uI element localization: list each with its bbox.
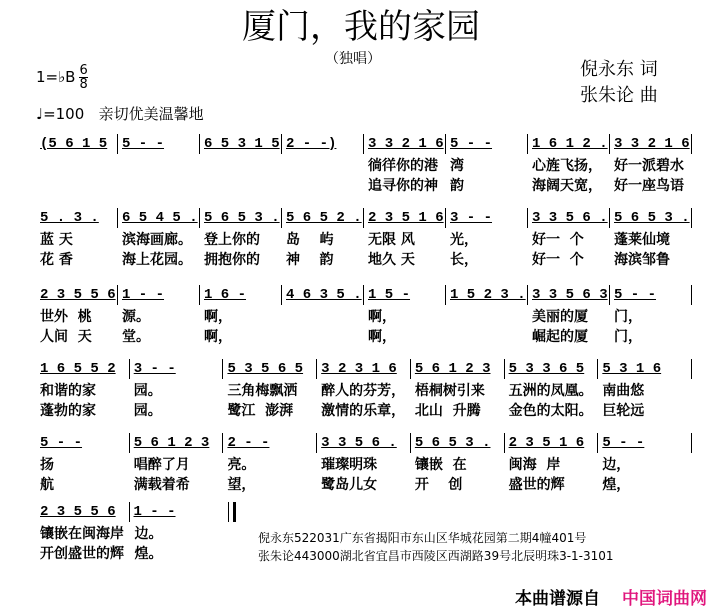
measure xyxy=(528,134,610,154)
lyrics-verse-1 xyxy=(36,381,692,401)
lyric-segment: 五洲的凤凰。 xyxy=(508,383,593,399)
song-title: 厦门，我的家园 xyxy=(242,7,480,47)
measure xyxy=(130,502,223,522)
measure xyxy=(200,134,282,154)
measure xyxy=(364,208,446,228)
notes-line xyxy=(36,433,692,453)
measure xyxy=(36,208,118,228)
measure-notes: (5 6 1 5 xyxy=(40,136,108,152)
measure xyxy=(505,433,599,453)
measure-notes: 1 6 1 2 . xyxy=(532,136,608,152)
lyric-segment xyxy=(118,176,200,196)
lyric-segment: 拥抱你的 xyxy=(204,252,260,268)
subtitle: （独唱） xyxy=(325,51,381,67)
measure-notes: 5 - - xyxy=(122,136,165,152)
measure xyxy=(282,208,364,228)
score-system xyxy=(36,285,692,347)
measure xyxy=(610,285,692,305)
lyric-segment: 源。 xyxy=(122,309,150,325)
lyric-segment xyxy=(36,156,118,176)
lyric-segment xyxy=(282,156,364,176)
lyric-segment: 亮。 xyxy=(227,457,256,473)
lyrics-verse-2 xyxy=(36,327,692,347)
lyric-segment: 开 创 xyxy=(414,477,463,493)
lyric-segment: 金色的太阳。 xyxy=(508,403,593,419)
tempo-marking xyxy=(36,104,204,124)
measure xyxy=(118,134,200,154)
lyric-segment: 激情的乐章， xyxy=(321,403,406,419)
measure xyxy=(446,208,528,228)
lyrics-verse-2 xyxy=(36,544,236,564)
lyric-segment: 追寻你的神 xyxy=(368,178,438,194)
time-top: 6 xyxy=(79,63,88,78)
lyric-segment: 边。 xyxy=(134,526,163,542)
lyric-segment: 满载着希 xyxy=(133,477,190,493)
measure-notes: 5 3 3 6 5 xyxy=(508,361,585,377)
lyric-segment: 蓬勃的家 xyxy=(40,403,96,419)
lyrics-verse-1 xyxy=(36,524,236,544)
lyricist-address: 倪永东522031广东省揭阳市东山区华城花园第二期4幢401号 xyxy=(258,531,587,545)
measure xyxy=(36,502,130,522)
lyric-segment xyxy=(200,156,282,176)
lyric-segment: 鹭江 澎湃 xyxy=(227,403,294,419)
lyric-segment: 梧桐树引来 xyxy=(414,383,485,399)
final-barline xyxy=(228,502,236,522)
lyric-segment: 扬 xyxy=(40,457,54,473)
lyric-segment: 滨海画廊。 xyxy=(122,232,192,248)
lyric-segment: 和谐的家 xyxy=(40,383,96,399)
lyrics-verse-1 xyxy=(36,230,692,250)
measure-notes: 1 5 2 3 . xyxy=(450,287,526,303)
lyric-segment: 航 xyxy=(40,477,54,493)
measure-notes: 2 3 5 1 6 xyxy=(368,210,444,226)
composer-credit: 张朱论 曲 xyxy=(580,85,658,106)
lyric-segment: 登上你的 xyxy=(204,232,260,248)
measure-notes: 5 6 5 2 . xyxy=(286,210,362,226)
lyric-segment xyxy=(118,156,200,176)
measure xyxy=(610,134,692,154)
notes-line xyxy=(36,208,692,228)
measure xyxy=(364,134,446,154)
lyric-segment: 开创盛世的辉 xyxy=(40,546,124,562)
measure xyxy=(528,285,610,305)
notes-line xyxy=(36,285,692,305)
lyric-segment: 三角梅飘洒 xyxy=(227,383,298,399)
measure xyxy=(317,433,411,453)
measure xyxy=(130,359,224,379)
lyric-segment: 边， xyxy=(602,457,631,473)
measure-notes: 3 - - xyxy=(450,210,493,226)
lyric-segment: 煌。 xyxy=(134,546,163,562)
lyric-segment xyxy=(282,307,364,327)
measure-notes: 2 - -) xyxy=(286,136,337,152)
lyric-segment: 南曲悠 xyxy=(602,383,645,399)
lyric-segment: 世外 桃 xyxy=(40,309,92,325)
measure-notes: 5 6 5 3 . xyxy=(414,435,491,451)
measure xyxy=(36,134,118,154)
expression: 亲切优美温馨地 xyxy=(98,105,204,123)
lyric-segment xyxy=(282,327,364,347)
lyric-segment: 长， xyxy=(450,252,478,268)
lyrics-verse-2 xyxy=(36,250,692,270)
measure xyxy=(446,134,528,154)
measure xyxy=(446,285,528,305)
composer-address: 张朱论443000湖北省宜昌市西陵区西湖路39号北辰明珠3-1-3101 xyxy=(258,549,614,563)
measure xyxy=(36,359,130,379)
score-system xyxy=(36,502,236,564)
measure-notes: 5 6 5 3 . xyxy=(204,210,280,226)
source-label: 本曲谱源自 xyxy=(515,589,600,609)
measure xyxy=(317,359,411,379)
measure-notes: 1 - - xyxy=(122,287,165,303)
measure-notes: 5 - - xyxy=(40,435,83,451)
measure-notes: 5 3 1 6 xyxy=(602,361,662,377)
measure xyxy=(282,134,364,154)
lyric-segment: 岛 屿 xyxy=(286,232,334,248)
measure-notes: 3 3 2 1 6 xyxy=(614,136,690,152)
measure-notes: 1 6 - xyxy=(204,287,247,303)
lyric-segment: 门， xyxy=(614,309,642,325)
lyric-segment: 海上花园。 xyxy=(122,252,192,268)
measure-notes: 5 3 5 6 5 xyxy=(227,361,304,377)
lyric-segment: 鹭岛儿女 xyxy=(321,477,378,493)
measure-notes: 2 - - xyxy=(227,435,270,451)
lyric-segment: 醉人的芬芳， xyxy=(321,383,406,399)
score-system xyxy=(36,359,692,421)
measure xyxy=(118,208,200,228)
tempo: ♩=100 xyxy=(36,105,85,123)
lyric-segment: 北山 升腾 xyxy=(414,403,481,419)
lyric-segment: 巨轮远 xyxy=(602,403,645,419)
lyric-segment: 镶嵌 在 xyxy=(414,457,467,473)
measure-notes: 3 - - xyxy=(133,361,176,377)
key: 1=♭B xyxy=(36,68,76,86)
measure-notes: 5 6 5 3 . xyxy=(614,210,690,226)
measure-notes: 2 3 5 1 6 xyxy=(508,435,585,451)
lyric-segment: 煌， xyxy=(602,477,631,493)
lyric-segment: 地久 天 xyxy=(368,252,415,268)
lyric-segment: 啊， xyxy=(204,309,232,325)
lyric-segment: 好一派碧水 xyxy=(614,158,684,174)
lyric-segment: 唱醉了月 xyxy=(133,457,190,473)
measure-notes: 2 3 5 5 6 xyxy=(40,504,116,520)
lyric-segment: 崛起的厦 xyxy=(532,329,588,345)
lyrics-verse-1 xyxy=(36,156,692,176)
lyricist-credit: 倪永东 词 xyxy=(580,59,658,80)
lyric-segment: 园。 xyxy=(133,403,162,419)
lyrics-verse-2 xyxy=(36,176,692,196)
lyric-segment: 海阔天宽， xyxy=(532,178,602,194)
measure xyxy=(411,359,505,379)
measure-notes: 4 6 3 5 . xyxy=(286,287,362,303)
lyric-segment: 无限 风 xyxy=(368,232,415,248)
measure xyxy=(130,433,224,453)
score-system xyxy=(36,433,692,495)
lyric-segment: 园。 xyxy=(133,383,162,399)
lyric-segment: 闽海 岸 xyxy=(508,457,561,473)
lyric-segment: 盛世的辉 xyxy=(508,477,565,493)
measure-notes: 5 . 3 . xyxy=(40,210,99,226)
lyric-segment: 好一 个 xyxy=(532,252,584,268)
measure-notes: 5 - - xyxy=(602,435,645,451)
measure xyxy=(411,433,505,453)
lyric-segment: 啊， xyxy=(368,309,396,325)
lyric-segment: 望， xyxy=(227,477,256,493)
notes-line xyxy=(36,359,692,379)
measure-notes: 3 3 2 1 6 xyxy=(368,136,444,152)
lyric-segment xyxy=(282,176,364,196)
lyric-segment: 神 韵 xyxy=(286,252,334,268)
lyrics-verse-1 xyxy=(36,307,692,327)
lyrics-verse-2 xyxy=(36,401,692,421)
measure xyxy=(200,285,282,305)
lyric-segment: 美丽的厦 xyxy=(532,309,588,325)
measure-notes: 5 - - xyxy=(450,136,493,152)
measure-notes: 1 - - xyxy=(133,504,176,520)
lyric-segment: 门， xyxy=(614,329,642,345)
measure-notes: 5 - - xyxy=(614,287,657,303)
measure-notes: 1 6 5 5 2 xyxy=(40,361,116,377)
measure xyxy=(200,208,282,228)
score-system xyxy=(36,208,692,270)
measure-notes: 3 3 5 6 . xyxy=(321,435,397,451)
lyric-segment: 人间 天 xyxy=(40,329,92,345)
measure-notes: 5 6 1 2 3 xyxy=(414,361,491,377)
measure-notes: 3 3 5 6 . xyxy=(532,210,608,226)
measure xyxy=(610,208,692,228)
measure-notes: 3 3 5 6 3 xyxy=(532,287,608,303)
lyric-segment: 光， xyxy=(450,232,478,248)
lyric-segment: 好一座鸟语 xyxy=(614,178,684,194)
measure xyxy=(505,359,599,379)
lyric-segment xyxy=(200,176,282,196)
time-signature xyxy=(79,64,87,91)
lyric-segment: 堂。 xyxy=(122,329,150,345)
measure-notes: 6 5 3 1 5 xyxy=(204,136,280,152)
measure-notes: 5 6 1 2 3 xyxy=(133,435,210,451)
lyric-segment: 蓬莱仙境 xyxy=(614,232,670,248)
measure xyxy=(223,359,317,379)
measure xyxy=(36,433,130,453)
notes-line xyxy=(36,502,236,522)
key-signature xyxy=(36,62,88,92)
measure-notes: 3 2 3 1 6 xyxy=(321,361,397,377)
measure xyxy=(36,285,118,305)
measure xyxy=(118,285,200,305)
lyric-segment: 心旌飞扬， xyxy=(532,158,602,174)
lyric-segment xyxy=(446,327,528,347)
lyric-segment: 海滨邹鲁 xyxy=(614,252,670,268)
lyric-segment xyxy=(446,307,528,327)
measure-notes: 2 3 5 5 6 xyxy=(40,287,116,303)
measure xyxy=(282,285,364,305)
measure xyxy=(598,359,692,379)
measure xyxy=(364,285,446,305)
lyric-segment: 璀璨明珠 xyxy=(321,457,378,473)
lyric-segment: 好一 个 xyxy=(532,232,584,248)
site-link[interactable]: 中国词曲网 xyxy=(622,589,707,609)
lyric-segment xyxy=(36,176,118,196)
lyric-segment: 啊， xyxy=(368,329,396,345)
lyrics-verse-1 xyxy=(36,455,692,475)
measure xyxy=(528,208,610,228)
lyric-segment: 湾 xyxy=(450,158,464,174)
lyric-segment: 啊， xyxy=(204,329,232,345)
measure-notes: 1 5 - xyxy=(368,287,411,303)
score-system xyxy=(36,134,692,196)
lyric-segment: 花 香 xyxy=(40,252,73,268)
lyric-segment: 徜徉你的港 xyxy=(368,158,438,174)
measure xyxy=(223,433,317,453)
lyrics-verse-2 xyxy=(36,475,692,495)
lyric-segment: 韵 xyxy=(450,178,464,194)
time-bottom: 8 xyxy=(79,77,88,92)
notes-line xyxy=(36,134,692,154)
measure xyxy=(598,433,692,453)
lyric-segment: 蓝 天 xyxy=(40,232,73,248)
lyric-segment: 镶嵌在闽海岸 xyxy=(40,526,124,542)
measure-notes: 6 5 4 5 . xyxy=(122,210,198,226)
